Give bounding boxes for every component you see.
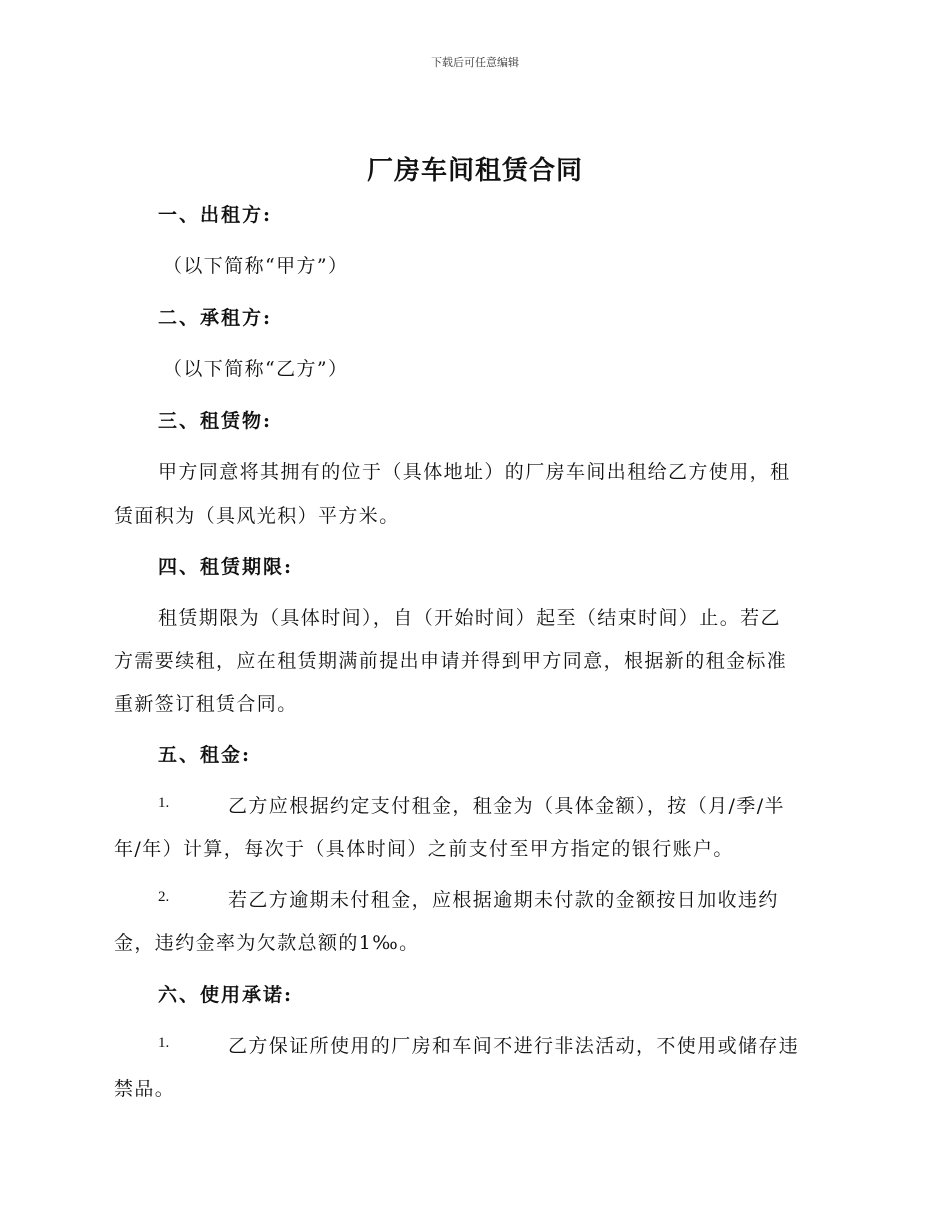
document-title: 厂房车间租赁合同	[366, 156, 583, 186]
term-text-line-2: 方需要续租，应在租赁期满前提出申请并得到甲方同意，根据新的租金标准	[114, 650, 788, 672]
section-heading-rent: 五、租金:	[158, 744, 252, 766]
rent-item-2-number: 2.	[158, 889, 170, 905]
lessee-note: （以下简称“乙方”）	[163, 358, 349, 380]
section-heading-use-commitment: 六、使用承诺:	[158, 984, 294, 1006]
rent-item-2-line-2: 金，违约金率为欠款总额的1‰。	[114, 932, 420, 954]
use-item-1-number: 1.	[158, 1035, 170, 1051]
rent-item-1-number: 1.	[158, 795, 170, 811]
term-text-line-1: 租赁期限为（具体时间），自（开始时间）起至（结束时间）止。若乙	[158, 607, 781, 629]
rent-item-2-line-1: 若乙方逾期未付租金，应根据逾期未付款的金额按日加收违约	[228, 889, 779, 911]
section-heading-lessee: 二、承租方:	[158, 307, 273, 329]
header-note: 下载后可任意编辑	[431, 56, 519, 69]
use-item-1-line-2: 禁品。	[114, 1078, 176, 1100]
section-heading-lease-term: 四、租赁期限:	[158, 556, 294, 578]
rent-item-1-line-2: 年/年）计算，每次于（具体时间）之前支付至甲方指定的银行账户。	[114, 838, 734, 860]
property-text-line-2: 赁面积为（具风光积）平方米。	[114, 505, 400, 527]
lessor-note: （以下简称“甲方”）	[163, 255, 349, 277]
property-text-line-1: 甲方同意将其拥有的位于（具体地址）的厂房车间出租给乙方使用，租	[158, 461, 791, 483]
section-heading-leased-property: 三、租赁物:	[158, 410, 273, 432]
use-item-1-line-1: 乙方保证所使用的厂房和车间不进行非法活动，不使用或储存违	[228, 1035, 800, 1057]
section-heading-lessor: 一、出租方:	[158, 204, 273, 226]
term-text-line-3: 重新签订租赁合同。	[114, 693, 298, 715]
rent-item-1-line-1: 乙方应根据约定支付租金，租金为（具体金额），按（月/季/半	[228, 795, 785, 817]
